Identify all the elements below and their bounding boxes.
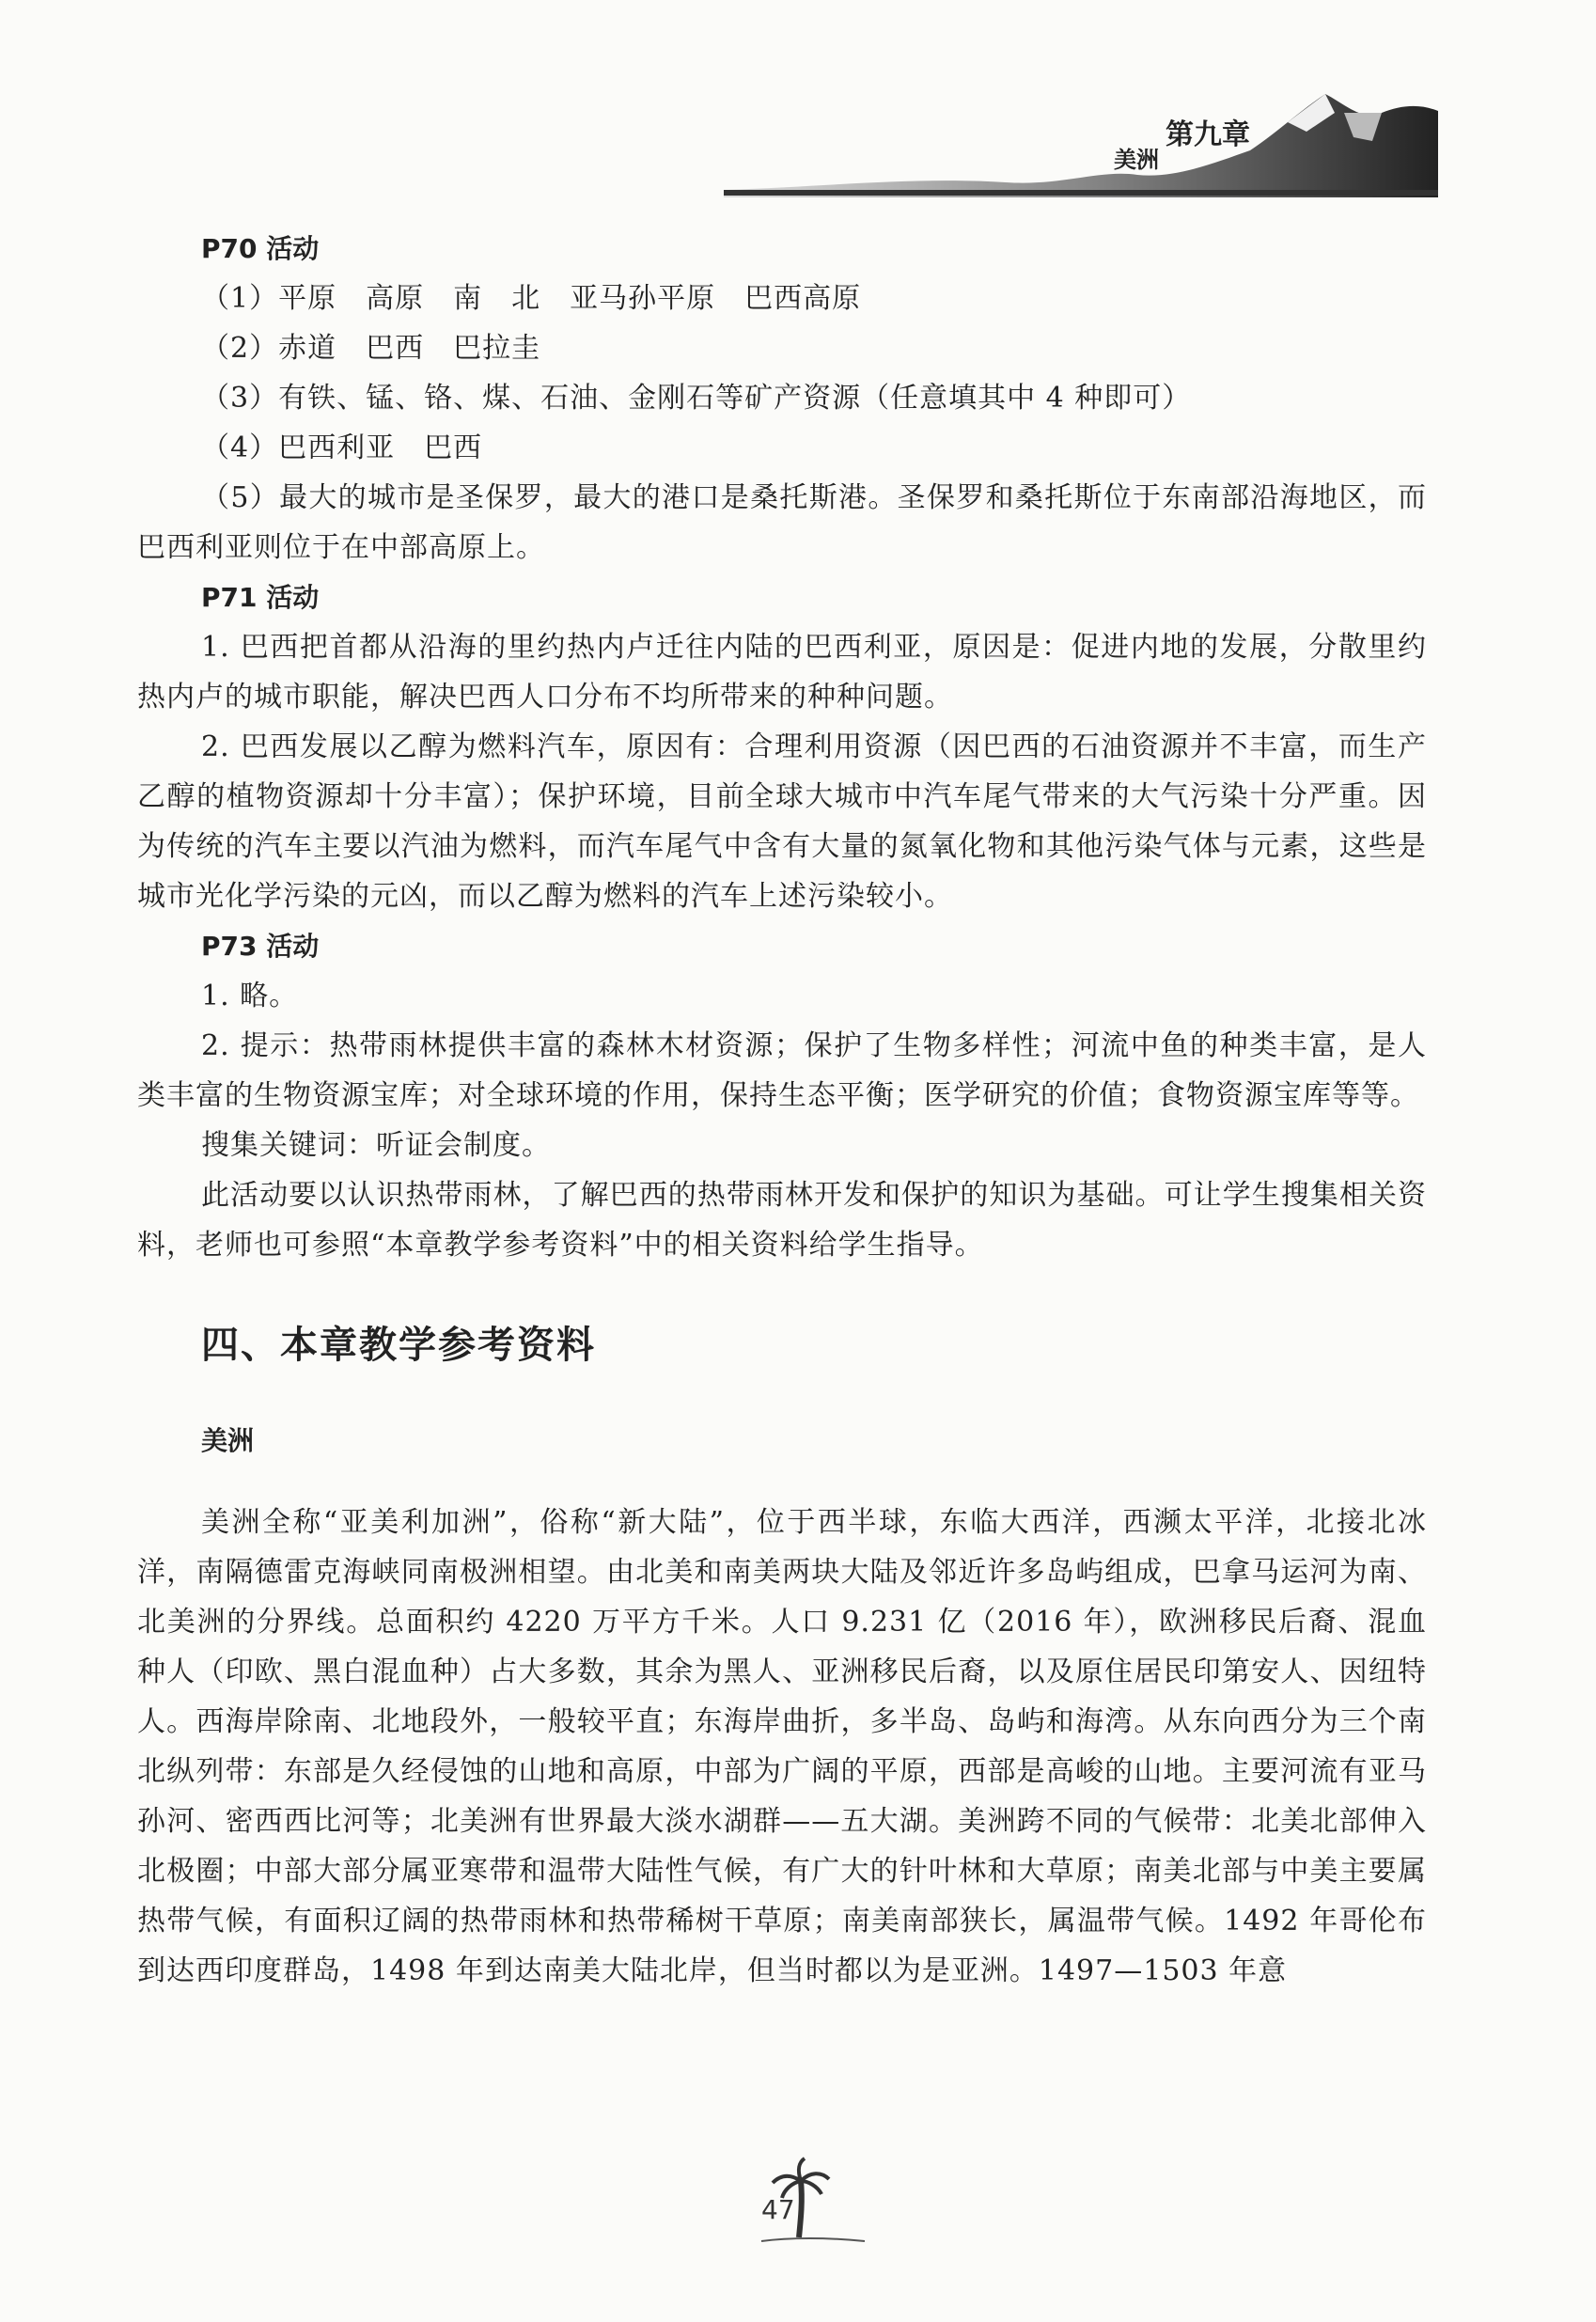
section-title: 四、本章教学参考资料 <box>201 1324 596 1367</box>
section-label: 美洲 <box>1114 146 1159 173</box>
page-number: 47 <box>761 2194 795 2225</box>
page-footer <box>743 2153 874 2247</box>
paragraph: （2）赤道 巴西 巴拉圭 <box>201 332 541 365</box>
paragraph: 搜集关键词：听证会制度。 <box>201 1129 551 1162</box>
paragraph: 2. 巴西发展以乙醇为燃料汽车，原因有：合理利用资源（因巴西的石油资源并不丰富，而生产乙醇的植物资源却十分丰富）；保护环境，目前全球大城市中汽车尾气带来的大气污染十分严重。因为传统的汽车主要以汽油为燃料，而汽车尾气中含有大量的氮氧化物和其他污染气体与元素，这些是城市光化学污染的元凶，而以乙醇为燃料的汽车上述污染较小。 <box>137 730 1427 913</box>
paragraph: 1. 巴西把首都从沿海的里约热内卢迁往内陆的巴西利亚，原因是：促进内地的发展，分散里约热内卢的城市职能，解决巴西人口分布不均所带来的种种问题。 <box>137 631 1427 714</box>
paragraph: （4）巴西利亚 巴西 <box>201 431 483 464</box>
chapter-header <box>724 85 1438 207</box>
mountain-banner-icon <box>724 85 1438 207</box>
paragraph: 此活动要以认识热带雨林，了解巴西的热带雨林开发和保护的知识为基础。可让学生搜集相关资料，老师也可参照“本章教学参考资料”中的相关资料给学生指导。 <box>137 1179 1427 1262</box>
page-content <box>137 224 1427 1996</box>
paragraph: （3）有铁、锰、铬、煤、石油、金刚石等矿产资源（任意填其中 4 种即可） <box>201 382 1192 415</box>
paragraph: （5）最大的城市是圣保罗，最大的港口是桑托斯港。圣保罗和桑托斯位于东南部沿海地区，而巴西利亚则位于在中部高原上。 <box>137 481 1427 564</box>
chapter-label: 第九章 <box>1166 118 1250 151</box>
paragraph: 2. 提示：热带雨林提供丰富的森林木材资源；保护了生物多样性；河流中鱼的种类丰富，是人类丰富的生物资源宝库；对全球环境的作用，保持生态平衡；医学研究的价值；食物资源宝库等等。 <box>137 1029 1427 1112</box>
activity-title: P73 活动 <box>201 931 320 962</box>
activity-title: P70 活动 <box>201 233 320 264</box>
activity-title: P71 活动 <box>201 582 320 613</box>
paragraph: （1）平原 高原 南 北 亚马孙平原 巴西高原 <box>201 282 862 315</box>
paragraph: 1. 略。 <box>201 980 299 1012</box>
subsection-title: 美洲 <box>201 1425 255 1456</box>
body-paragraph: 美洲全称“亚美利加洲”，俗称“新大陆”，位于西半球，东临大西洋，西濒太平洋，北接北冰洋，南隔德雷克海峡同南极洲相望。由北美和南美两块大陆及邻近许多岛屿组成，巴拿马运河为南、北美洲的分界线。总面积约 4220 万平方千米。人口 9.231 亿（2016 年），欧洲移民后裔、混血种人（印欧、黑白混血种）占大多数，其余为黑人、亚洲移民后裔，以及原住居民印第安人、因纽特人。西海岸除南、北地段外，一般较平直；东海岸曲折，多半岛、岛屿和海湾。从东向西分为三个南北纵列带：东部是久经侵蚀的山地和高原，中部为广阔的平原，西部是高峻的山地。主要河流有亚马孙河、密西西比河等；北美洲有世界最大淡水湖群——五大湖。美洲跨不同的气候带：北美北部伸入北极圈；中部大部分属亚寒带和温带大陆性气候，有广大的针叶林和大草原；南美北部与中美主要属热带气候，有面积辽阔的热带雨林和热带稀树干草原；南美南部狭长，属温带气候。1492 年哥伦布到达西印度群岛，1498 年到达南美大陆北岸，但当时都以为是亚洲。1497—1503 年意 <box>137 1506 1427 1987</box>
